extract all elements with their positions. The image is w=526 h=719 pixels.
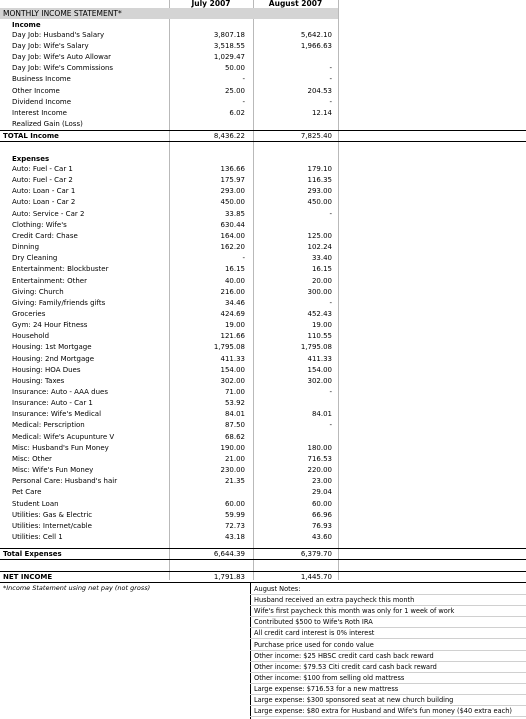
note-line[interactable]: Other income: $100 from selling old mattress	[254, 673, 405, 682]
august-value: 43.60	[311, 532, 332, 541]
row-label: Student Loan	[12, 499, 59, 508]
july-value: 411.33	[220, 354, 245, 363]
total-expenses-row[interactable]	[0, 548, 526, 560]
august-value: 33.40	[311, 254, 332, 263]
table-row[interactable]	[0, 331, 526, 341]
row-label: Business Income	[12, 75, 71, 84]
july-value: 40.00	[224, 276, 245, 285]
july-value: 21.35	[224, 477, 245, 486]
july-value: 34.46	[224, 298, 245, 307]
august-value: 450.00	[307, 198, 332, 207]
row-label: Utilities: Internet/cable	[12, 521, 92, 530]
row-label: Day Job: Wife's Auto Allowar	[12, 53, 112, 62]
august-value: 220.00	[307, 466, 332, 475]
table-row[interactable]	[0, 108, 526, 118]
july-value: 50.00	[224, 64, 245, 73]
table-row[interactable]	[0, 432, 526, 442]
row-label: Housing: Taxes	[12, 376, 65, 385]
july-value: 59.99	[224, 510, 245, 519]
august-value: -	[329, 75, 332, 84]
table-row[interactable]	[0, 264, 526, 274]
row-label: Entertainment: Blockbuster	[12, 265, 109, 274]
table-row[interactable]	[0, 41, 526, 51]
august-value: 20.00	[311, 276, 332, 285]
table-row[interactable]	[0, 320, 526, 330]
august-value: 29.04	[311, 488, 332, 497]
statement-title[interactable]: MONTHLY INCOME STATEMENT*	[3, 9, 122, 18]
notes-heading[interactable]: August Notes:	[254, 585, 301, 593]
august-value: -	[329, 64, 332, 73]
august-value: 204.53	[307, 86, 332, 95]
table-row[interactable]	[0, 342, 526, 352]
table-row[interactable]	[0, 119, 526, 129]
july-value: 424.69	[220, 309, 245, 318]
row-label: Groceries	[12, 309, 46, 318]
august-value: 12.14	[311, 108, 332, 117]
table-row[interactable]	[0, 454, 526, 464]
table-row[interactable]	[0, 409, 526, 419]
row-label: Utilities: Cell 1	[12, 532, 63, 541]
note-line[interactable]: Husband received an extra paycheck this month	[254, 596, 415, 605]
row-label: Giving: Family/friends gifts	[12, 298, 106, 307]
table-row[interactable]	[0, 30, 526, 40]
row-label: Gym: 24 Hour Fitness	[12, 321, 88, 330]
table-row[interactable]	[0, 398, 526, 408]
july-value: 450.00	[220, 198, 245, 207]
july-value: 8,436.22	[213, 132, 245, 140]
section-label: Expenses	[12, 155, 50, 163]
table-row[interactable]	[0, 387, 526, 397]
row-label: Auto: Service - Car 2	[12, 209, 85, 218]
row-label: Giving: Church	[12, 287, 64, 296]
august-value: -	[329, 421, 332, 430]
july-value: 3,518.55	[213, 42, 245, 51]
income-header[interactable]	[0, 20, 526, 30]
august-value: 23.00	[311, 477, 332, 486]
july-value: 175.97	[220, 176, 245, 185]
august-value: 60.00	[311, 499, 332, 508]
august-value: 154.00	[307, 365, 332, 374]
table-row[interactable]	[0, 287, 526, 297]
july-value: 71.00	[224, 388, 245, 396]
august-value: 302.00	[307, 376, 332, 385]
note-line[interactable]: Wife's first paycheck this month was only for 1 week of work	[254, 607, 455, 616]
july-value: 43.18	[224, 532, 245, 541]
july-value: 136.66	[220, 165, 245, 173]
july-value: -	[242, 75, 245, 84]
note-line[interactable]: Contributed $500 to Wife's Roth IRA	[254, 618, 373, 627]
july-value: 72.73	[224, 521, 245, 530]
row-label: Clothing: Wife's	[12, 220, 67, 229]
note-line[interactable]: Other income: $25 HBSC credit card cash back reward	[254, 651, 434, 660]
table-row[interactable]	[0, 209, 526, 219]
july-value: 68.62	[224, 432, 245, 441]
section-label: Income	[12, 21, 41, 29]
july-value: 60.00	[224, 499, 245, 508]
august-value: -	[329, 97, 332, 106]
footnote[interactable]: *Income Statement using net pay (not gross)	[3, 584, 151, 592]
august-value: 1,966.63	[300, 42, 332, 51]
row-label: Housing: HOA Dues	[12, 365, 81, 374]
row-label: Insurance: Wife's Medical	[12, 410, 102, 419]
august-value: 19.00	[311, 321, 332, 330]
august-value: 66.96	[311, 510, 332, 519]
july-value: 16.15	[224, 265, 245, 274]
july-value: 19.00	[224, 321, 245, 330]
july-value: 84.01	[224, 410, 245, 419]
row-label: Misc: Wife's Fun Money	[12, 466, 94, 475]
row-label: Personal Care: Husband's hair	[12, 477, 118, 486]
row-label: Insurance: Auto - Car 1	[12, 399, 93, 408]
row-label: Medical: Perscription	[12, 421, 85, 430]
table-row[interactable]	[0, 52, 526, 62]
table-row[interactable]	[0, 63, 526, 73]
table-row[interactable]	[0, 365, 526, 375]
table-row[interactable]	[0, 510, 526, 520]
august-value: 125.00	[307, 231, 332, 240]
table-row[interactable]	[0, 186, 526, 196]
july-value: 630.44	[220, 220, 245, 229]
july-value: 87.50	[224, 421, 245, 430]
row-label: Day Job: Husband's Salary	[12, 31, 105, 39]
july-value: 53.92	[224, 399, 245, 408]
note-line[interactable]: Large expense: $80 extra for Husband and Wife's fun money ($40 extra each)	[254, 707, 512, 716]
august-value: 1,445.70	[300, 573, 332, 581]
july-value: 164.00	[220, 231, 245, 240]
row-label: Auto: Fuel - Car 2	[12, 176, 73, 185]
table-row[interactable]	[0, 376, 526, 386]
august-value: 84.01	[311, 410, 332, 419]
row-label: Auto: Loan - Car 1	[12, 187, 76, 196]
august-value: 7,825.40	[300, 132, 332, 140]
table-row[interactable]	[0, 521, 526, 531]
table-row[interactable]	[0, 253, 526, 263]
row-label: Misc: Other	[12, 454, 52, 463]
row-label: Auto: Fuel - Car 1	[12, 165, 73, 173]
july-value: 6,644.39	[213, 550, 245, 558]
july-value: 1,791.83	[213, 573, 245, 581]
july-value: -	[242, 254, 245, 263]
row-label: Entertainment: Other	[12, 276, 87, 285]
table-row[interactable]	[0, 499, 526, 509]
july-value: 121.66	[220, 332, 245, 341]
row-label: Total Expenses	[3, 550, 62, 558]
august-value: 110.55	[307, 332, 332, 341]
table-row[interactable]	[0, 242, 526, 252]
table-row[interactable]	[0, 532, 526, 542]
table-row[interactable]	[0, 220, 526, 230]
row-label: Dinning	[12, 243, 40, 252]
august-value: 5,642.10	[300, 31, 332, 39]
expenses-header[interactable]	[0, 154, 526, 164]
row-label: Dry Cleaning	[12, 254, 58, 263]
row-label: NET INCOME	[3, 573, 53, 581]
august-value: 180.00	[307, 443, 332, 452]
note-line[interactable]: Large expense: $300 sponsored seat at new church building	[254, 696, 454, 704]
august-value: 76.93	[311, 521, 332, 530]
row-label: Dividend Income	[12, 97, 72, 106]
note-line[interactable]: Large expense: $716.53 for a new mattress	[254, 684, 399, 693]
row-label: Misc: Husband's Fun Money	[12, 443, 109, 452]
note-line[interactable]: All credit card interest is 0% interest	[254, 629, 375, 638]
july-value: 230.00	[220, 466, 245, 475]
table-row[interactable]	[0, 354, 526, 364]
july-value: 1,795.08	[213, 343, 245, 352]
table-row[interactable]	[0, 197, 526, 207]
table-row[interactable]	[0, 175, 526, 185]
table-row[interactable]	[0, 487, 526, 497]
august-value: 293.00	[307, 187, 332, 196]
table-row[interactable]	[0, 420, 526, 430]
july-value: 302.00	[220, 376, 245, 385]
row-label: Utilities: Gas & Electric	[12, 510, 93, 519]
august-value: 411.33	[307, 354, 332, 363]
table-row[interactable]	[0, 309, 526, 319]
july-value: 6.02	[229, 108, 245, 117]
july-value: 1,029.47	[213, 53, 245, 62]
august-value: -	[329, 388, 332, 396]
row-label: TOTAL Income	[3, 132, 59, 140]
july-value: 25.00	[224, 86, 245, 95]
row-label: Medical: Wife's Acupunture V	[12, 432, 115, 441]
july-value: 162.20	[220, 243, 245, 252]
july-value: 216.00	[220, 287, 245, 296]
row-label: Pet Care	[12, 488, 42, 497]
note-line[interactable]: Purchase price used for condo value	[254, 640, 374, 649]
july-value: 190.00	[220, 443, 245, 452]
august-value: -	[329, 209, 332, 218]
row-label: Household	[12, 332, 50, 341]
august-value: 116.35	[307, 176, 332, 185]
july-value: 154.00	[220, 365, 245, 374]
table-row[interactable]	[0, 443, 526, 453]
table-row[interactable]	[0, 298, 526, 308]
row-label: Realized Gain (Loss)	[12, 119, 83, 128]
july-value: 33.85	[224, 209, 245, 218]
august-value: 300.00	[307, 287, 332, 296]
row-label: Housing: 1st Mortgage	[12, 343, 92, 352]
august-value: -	[329, 298, 332, 307]
total-income-row[interactable]	[0, 130, 526, 142]
row-label: Credit Card: Chase	[12, 231, 78, 240]
table-row[interactable]	[0, 86, 526, 96]
row-label: Interest Income	[12, 108, 67, 117]
row-label: Insurance: Auto - AAA dues	[12, 388, 108, 396]
table-row[interactable]	[0, 476, 526, 486]
august-value: 16.15	[311, 265, 332, 274]
july-value: 3,807.18	[213, 31, 245, 39]
july-value: 293.00	[220, 187, 245, 196]
table-row[interactable]	[0, 276, 526, 286]
august-value: 1,795.08	[300, 343, 332, 352]
july-value: 21.00	[224, 454, 245, 463]
row-label: Auto: Loan - Car 2	[12, 198, 76, 207]
note-line[interactable]: Other income: $79.53 Citi credit card cash back reward	[254, 662, 437, 671]
row-label: Day Job: Wife's Salary	[12, 42, 89, 51]
august-value: 102.24	[307, 243, 332, 252]
table-row[interactable]	[0, 97, 526, 107]
august-value: 179.10	[307, 165, 332, 173]
august-value: 452.43	[307, 309, 332, 318]
column-header-august[interactable]: August 2007	[268, 0, 323, 8]
column-header-july[interactable]: July 2007	[191, 0, 231, 8]
row-label: Housing: 2nd Mortgage	[12, 354, 95, 363]
august-value: 716.53	[307, 454, 332, 463]
table-row[interactable]	[0, 164, 526, 174]
table-row[interactable]	[0, 231, 526, 241]
row-label: Other Income	[12, 86, 60, 95]
july-value: -	[242, 97, 245, 106]
row-label: Day Job: Wife's Commissions	[12, 64, 114, 73]
table-row[interactable]	[0, 74, 526, 84]
august-value: 6,379.70	[300, 550, 332, 558]
table-row[interactable]	[0, 465, 526, 475]
